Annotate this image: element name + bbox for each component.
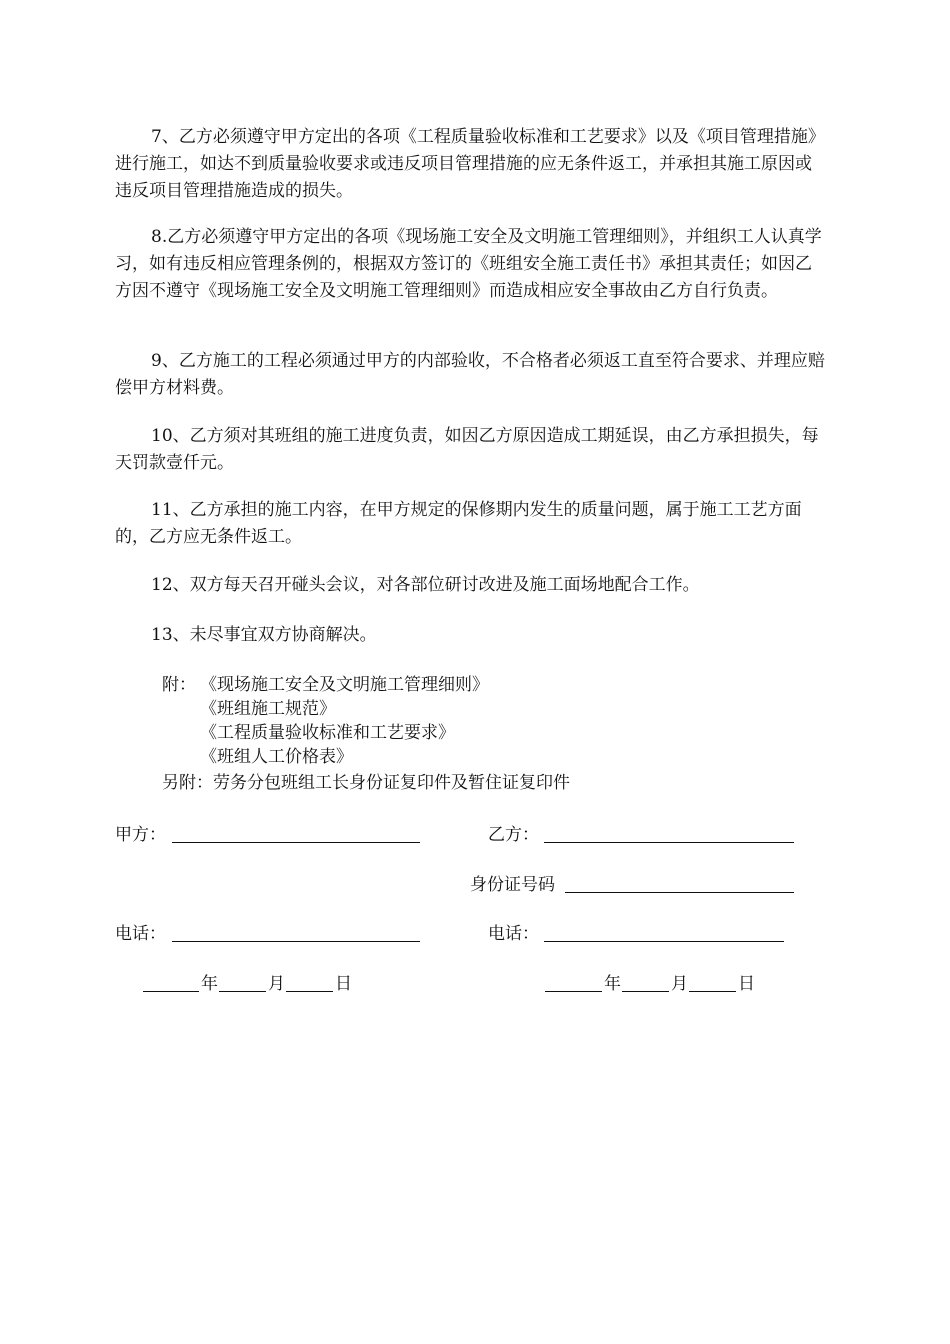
attachment-item: 《班组人工价格表》 xyxy=(200,747,353,767)
attachment-item: 《现场施工安全及文明施工管理细则》 xyxy=(200,675,489,695)
clause-13: 13、未尽事宜双方协商解决。 xyxy=(151,625,377,645)
clause-10: 10、乙方须对其班组的施工进度负责，如因乙方原因造成工期延误，由乙方承担损失，每天罚款壹仟元。 xyxy=(115,426,819,473)
date-b-month-field[interactable] xyxy=(622,991,669,992)
party-a-signature-field[interactable] xyxy=(172,842,420,843)
party-b-signature-field[interactable] xyxy=(544,842,794,843)
date-a-month-field[interactable] xyxy=(219,991,266,992)
phone-a-field[interactable] xyxy=(172,941,420,942)
date-b-month-label: 月 xyxy=(671,974,688,994)
clause-8: 8.乙方必须遵守甲方定出的各项《现场施工安全及文明施工管理细则》，并组织工人认真学习，如有违反相应管理条例的，根据双方签订的《班组安全施工责任书》承担其责任；如因乙方因不遵守《现场施工安全及文明施工管理细则》而造成相应安全事故由乙方自行负责。 xyxy=(115,227,822,301)
date-a-year-field[interactable] xyxy=(143,991,199,992)
phone-b-field[interactable] xyxy=(544,941,784,942)
clause-7: 7、乙方必须遵守甲方定出的各项《工程质量验收标准和工艺要求》以及《项目管理措施》进行施工，如达不到质量验收要求或违反项目管理措施的应无条件返工，并承担其施工原因或违反项目管理措施造成的损失。 xyxy=(115,127,825,201)
clause-11: 11、乙方承担的施工内容，在甲方规定的保修期内发生的质量问题，属于施工工艺方面的，乙方应无条件返工。 xyxy=(115,500,802,547)
attachments-label: 附： xyxy=(162,675,196,695)
id-number-field[interactable] xyxy=(565,892,794,893)
date-a-month-label: 月 xyxy=(268,974,285,994)
party-a-label: 甲方： xyxy=(115,825,166,845)
attachments-extra: 另附：劳务分包班组工长身份证复印件及暂住证复印件 xyxy=(162,773,570,793)
date-a-day-label: 日 xyxy=(335,974,352,994)
date-b-year-field[interactable] xyxy=(545,991,602,992)
attachment-item: 《班组施工规范》 xyxy=(200,699,336,719)
date-b-day-label: 日 xyxy=(738,974,755,994)
phone-a-label: 电话： xyxy=(115,924,166,944)
clause-9: 9、乙方施工的工程必须通过甲方的内部验收，不合格者必须返工直至符合要求、并理应赔偿甲方材料费。 xyxy=(115,351,825,398)
date-b-year-label: 年 xyxy=(604,974,621,994)
clause-12: 12、双方每天召开碰头会议，对各部位研讨改进及施工面场地配合工作。 xyxy=(151,575,700,595)
date-a-day-field[interactable] xyxy=(286,991,333,992)
date-a-year-label: 年 xyxy=(201,974,218,994)
phone-b-label: 电话： xyxy=(488,924,539,944)
date-b-day-field[interactable] xyxy=(689,991,736,992)
attachment-item: 《工程质量验收标准和工艺要求》 xyxy=(200,723,455,743)
id-number-label: 身份证号码 xyxy=(470,875,555,895)
party-b-label: 乙方： xyxy=(488,825,539,845)
